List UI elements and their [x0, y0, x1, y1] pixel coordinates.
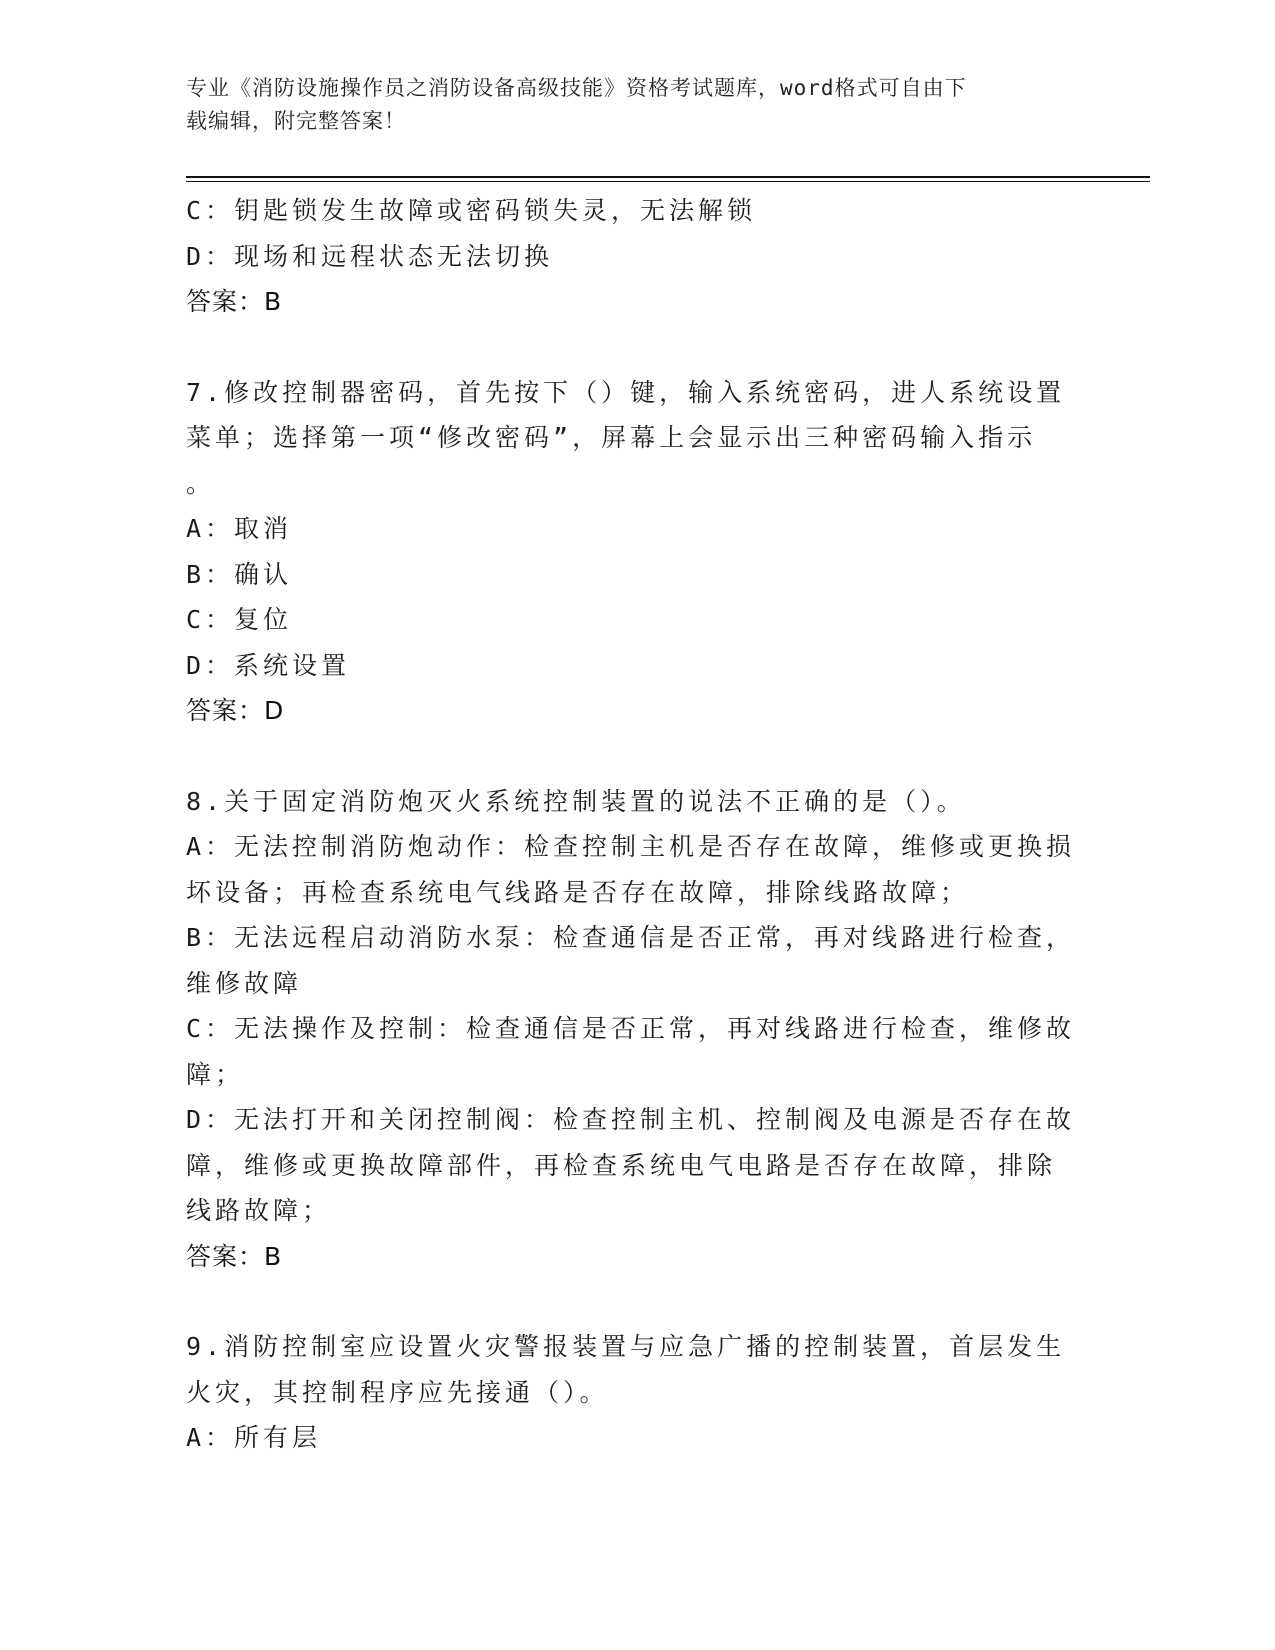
header-line-1: 专业《消防设施操作员之消防设备高级技能》资格考试题库，word格式可自由下 [186, 76, 967, 100]
option-c-cont: 障； [186, 1059, 245, 1089]
question-stem: 9.消防控制室应设置火灾警报装置与应急广播的控制装置，首层发生 [186, 1332, 1066, 1361]
question-8 [186, 779, 1076, 1280]
question-stem: 菜单；选择第一项“修改密码”，屏幕上会显示出三种密码输入指示 [186, 423, 1037, 452]
option-c: C：钥匙锁发生故障或密码锁失灵，无法解锁 [186, 196, 757, 225]
option-c: C：复位 [186, 605, 293, 634]
option-d: D：无法打开和关闭控制阀：检查控制主机、控制阀及电源是否存在故 [186, 1105, 1076, 1134]
header-rule-thin [186, 181, 1150, 182]
option-b-cont: 维修故障 [186, 968, 303, 998]
spacer [186, 325, 1066, 370]
header-line-2: 载编辑，附完整答案！ [186, 109, 406, 133]
option-d-cont: 障，维修或更换故障部件，再检查系统电气电路是否存在故障，排除 [186, 1150, 1057, 1180]
option-a-cont: 坏设备；再检查系统电气线路是否存在故障，排除线路故障； [186, 877, 970, 907]
question-9 [186, 1324, 1066, 1461]
answer-line: 答案：D [186, 696, 285, 725]
option-a: A：无法控制消防炮动作：检查控制主机是否存在故障，维修或更换损 [186, 832, 1076, 861]
option-d: D：现场和远程状态无法切换 [186, 241, 554, 271]
question-stem: 7.修改控制器密码，首先按下（）键，输入系统密码，进人系统设置 [186, 377, 1066, 407]
header-rule-thick [186, 176, 1150, 178]
question-content [186, 188, 1076, 1461]
spacer [186, 1279, 1066, 1324]
question-stem: 火灾，其控制程序应先接通（）。 [186, 1377, 609, 1407]
option-b: B：无法远程启动消防水泵：检查通信是否正常，再对线路进行检查， [186, 923, 1076, 952]
option-a: A：所有层 [186, 1423, 322, 1452]
document-header [186, 72, 1046, 138]
answer-line: 答案：B [186, 287, 283, 316]
option-d: D：系统设置 [186, 650, 351, 680]
question-stem: 。 [186, 468, 216, 498]
previous-question-tail [186, 188, 1066, 325]
spacer [186, 734, 1066, 779]
option-a: A：取消 [186, 514, 293, 543]
question-stem: 8.关于固定消防炮灭火系统控制装置的说法不正确的是（）。 [186, 786, 966, 816]
answer-line: 答案：B [186, 1241, 283, 1271]
question-7 [186, 370, 1066, 734]
option-b: B：确认 [186, 559, 293, 589]
option-d-cont: 线路故障； [186, 1196, 332, 1225]
option-c: C：无法操作及控制：检查通信是否正常，再对线路进行检查，维修故 [186, 1014, 1076, 1043]
